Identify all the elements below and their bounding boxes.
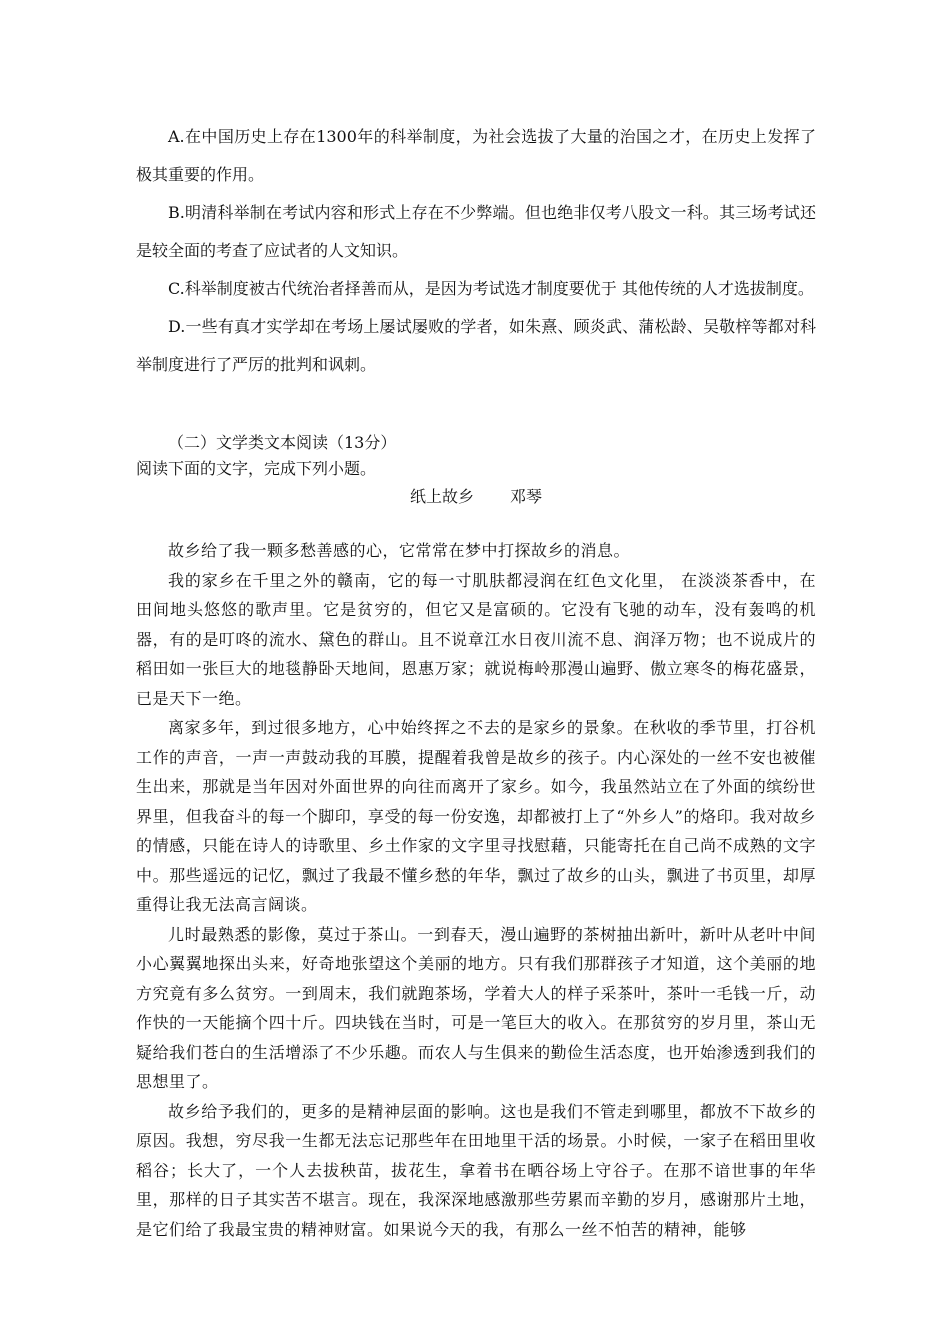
article-body: [136, 536, 816, 1244]
section-heading: （二）文学类文本阅读（13分）: [168, 433, 397, 452]
article-paragraph: 我的家乡在千里之外的赣南，它的每一寸肌肤都浸润在红色文化里， 在淡淡茶香中，在田间地头悠悠的歌声里。它是贫穷的，但它又是富硕的。它没有飞驰的动车，没有轰鸣的机器，有的是叮咚的流水、黛色的群山。且不说章江水日夜川流不息、润泽万物；也不说成片的稻田如一张巨大的地毯静卧天地间，恩惠万家；就说梅岭那漫山遍野、傲立寒冬的梅花盛景，已是天下一绝。: [136, 570, 816, 708]
article-title: 纸上故乡: [409, 487, 474, 506]
article-author: 邓琴: [510, 487, 543, 506]
section-header: [136, 430, 816, 482]
option-a: A.在中国历史上存在1300年的科举制度，为社会选拔了大量的治国之才，在历史上发挥了极其重要的作用。: [136, 127, 816, 184]
article-paragraph: 故乡给予我们的，更多的是精神层面的影响。这也是我们不管走到哪里，都放不下故乡的原因。我想，穷尽我一生都无法忘记那些年在田地里干活的场景。小时候，一家子在稻田里收稻谷；长大了，一个人去拔秧苗，拔花生，拿着书在晒谷场上守谷子。在那不谙世事的年华里，那样的日子其实苦不堪言。现在，我深深地感激那些劳累而辛勤的岁月，感谢那片土地，是它们给了我最宝贵的精神财富。如果说今天的我，有那么一丝不怕苦的精神，能够: [136, 1101, 816, 1239]
option-b: B.明清科举制在考试内容和形式上存在不少弊端。但也绝非仅考八股文一科。其三场考试还是较全面的考查了应试者的人文知识。: [136, 203, 816, 260]
article-paragraph: 故乡给了我一颗多愁善感的心，它常常在梦中打探故乡的消息。: [168, 541, 631, 560]
option-d: D.一些有真才实学却在考场上屡试屡败的学者，如朱熹、顾炎武、蒲松龄、吴敬梓等都对科举制度进行了严厉的批判和讽刺。: [136, 317, 816, 374]
article-title-line: [136, 484, 816, 510]
option-c: C.科举制度被古代统治者择善而从，是因为考试选才制度要优于 其他传统的人才选拔制度。: [168, 279, 814, 298]
section-instruction: 阅读下面的文字，完成下列小题。: [136, 459, 377, 478]
answer-options: [136, 118, 816, 384]
article-paragraph: 离家多年，到过很多地方，心中始终挥之不去的是家乡的景象。在秋收的季节里，打谷机工作的声音，一声一声鼓动我的耳膜，提醒着我曾是故乡的孩子。内心深处的一丝不安也被催生出来，那就是当年因对外面世界的向往而离开了家乡。如今，我虽然站立在了外面的缤纷世界里，但我奋斗的每一个脚印，享受的每一份安逸，却都被打上了“外乡人”的烙印。我对故乡的情感，只能在诗人的诗歌里、乡土作家的文字里寻找慰藉，只能寄托在自己尚不成熟的文字中。那些遥远的记忆，飘过了我最不懂乡愁的年华，飘过了故乡的山头，飘进了书页里，却厚重得让我无法高言阔谈。: [136, 718, 816, 914]
article-paragraph: 儿时最熟悉的影像，莫过于茶山。一到春天，漫山遍野的茶树抽出新叶，新叶从老叶中间小心翼翼地探出头来，好奇地张望这个美丽的地方。只有我们那群孩子才知道，这个美丽的地方究竟有多么贫穷。一到周末，我们就跑茶场，学着大人的样子采茶叶，茶叶一毛钱一斤，动作快的一天能摘个四十斤。四块钱在当时，可是一笔巨大的收入。在那贫穷的岁月里，茶山无疑给我们苍白的生活增添了不少乐趣。而农人与生俱来的勤俭生活态度，也开始渗透到我们的思想里了。: [136, 924, 816, 1091]
